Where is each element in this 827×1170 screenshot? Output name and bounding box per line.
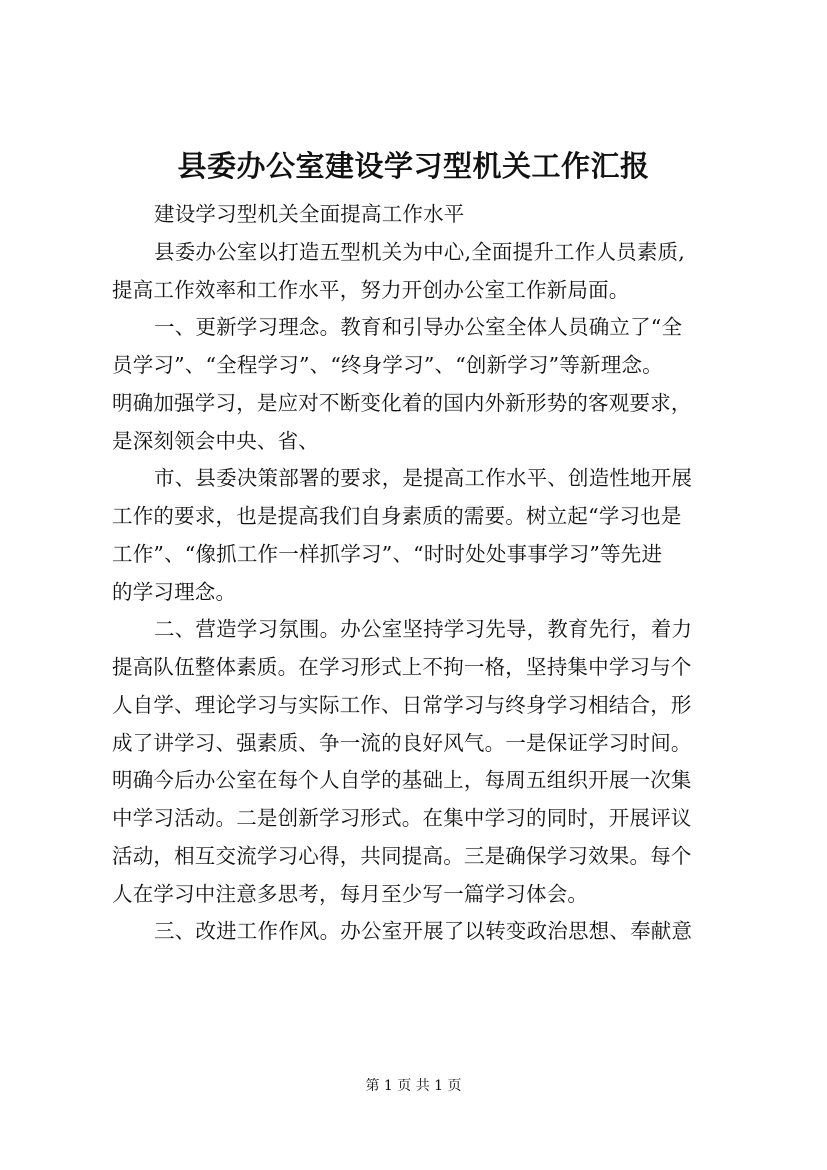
paragraph-line: 工作”、“像抓工作一样抓学习”、“时时处处事事学习”等先进 (112, 541, 663, 566)
paragraph-line: 是深刻领会中央、省、 (112, 428, 319, 453)
paragraph-line: 员学习”、“全程学习”、“终身学习”、“创新学习”等新理念。 (112, 353, 663, 377)
paragraph-line: 提高工作效率和工作水平，努力开创办公室工作新局面。 (112, 277, 630, 302)
paragraph-line: 县委办公室以打造五型机关为中心,全面提升工作人员素质, (154, 239, 685, 264)
paragraph-line: 活动，相互交流学习心得，共同提高。三是确保学习效果。每个 (112, 843, 692, 868)
paragraph-line: 中学习活动。二是创新学习形式。在集中学习的同时，开展评议 (112, 806, 692, 830)
paragraph-line: 明确今后办公室在每个人自学的基础上，每周五组织开展一次集 (112, 768, 692, 793)
paragraph-line: 提高队伍整体素质。在学习形式上不拘一格，坚持集中学习与个 (112, 655, 692, 679)
paragraph-line: 明确加强学习，是应对不断变化着的国内外新形势的客观要求， (112, 390, 692, 415)
page-number-footer: 第 1 页 共 1 页 (365, 1078, 462, 1094)
subtitle-line: 建设学习型机关全面提高工作水平 (154, 202, 465, 226)
paragraph-line: 的学习理念。 (112, 579, 237, 604)
paragraph-line: 人自学、理论学习与实际工作、日常学习与终身学习相结合，形 (112, 692, 692, 717)
paragraph-line: 市、县委决策部署的要求，是提高工作水平、创造性地开展 (154, 466, 693, 491)
paragraph-line: 工作的要求，也是提高我们自身素质的需要。树立起“学习也是 (112, 504, 682, 528)
paragraph-line: 成了讲学习、强素质、争一流的良好风气。一是保证学习时间。 (112, 730, 692, 755)
paragraph-line: 三、改进工作作风。办公室开展了以转变政治思想、奉献意 (154, 919, 693, 944)
paragraph-line: 人在学习中注意多思考，每月至少写一篇学习体会。 (112, 881, 589, 906)
paragraph-line: 二、营造学习氛围。办公室坚持学习先导，教育先行，着力 (154, 617, 693, 642)
document-body (112, 196, 740, 951)
document-title: 县委办公室建设学习型机关工作汇报 (177, 149, 650, 183)
paragraph-line: 一、更新学习理念。教育和引导办公室全体人员确立了“全 (154, 315, 683, 340)
